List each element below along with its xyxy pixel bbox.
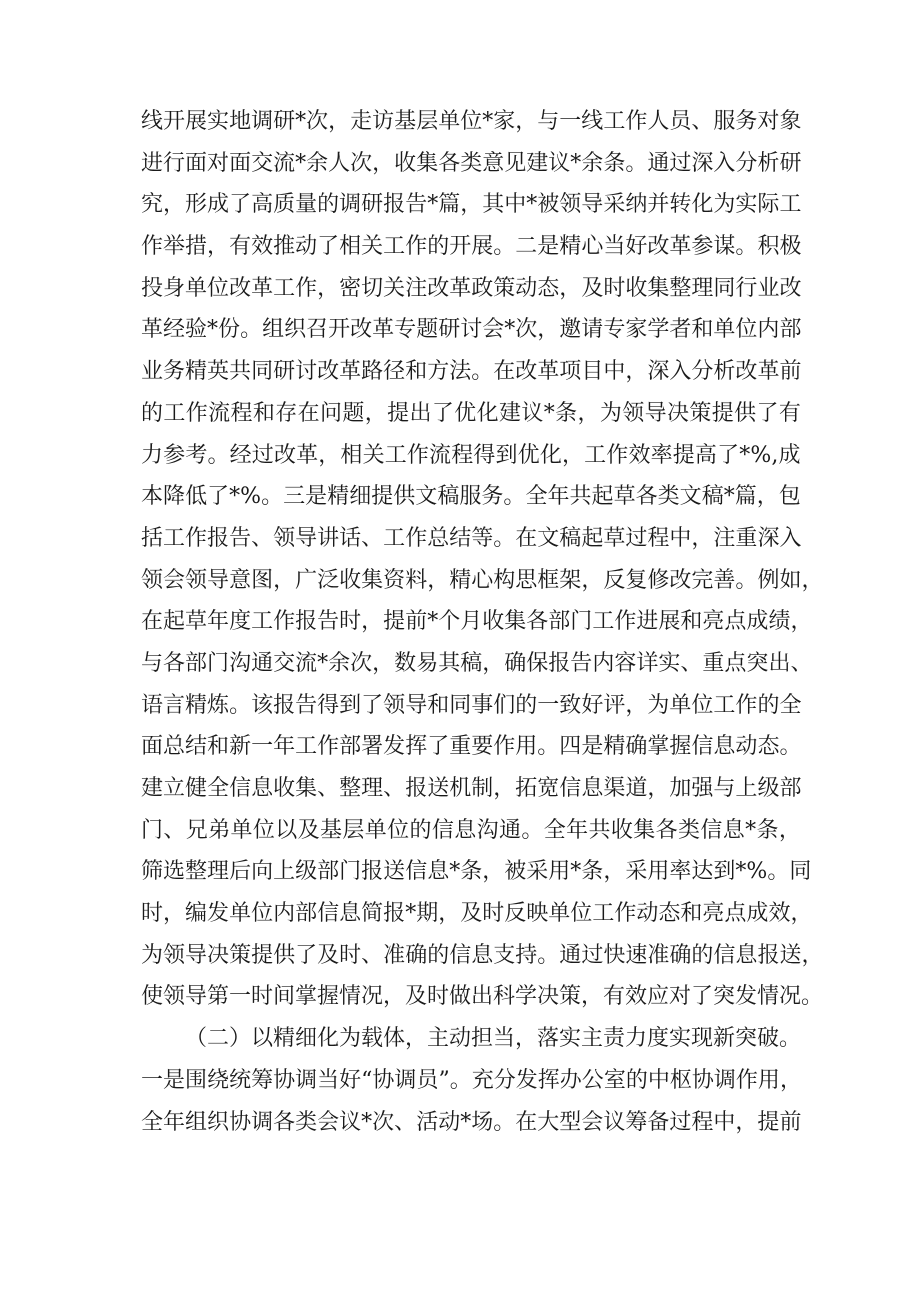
- document-body: [141, 101, 824, 1143]
- section-heading: （二）以精细化为载体，主动担当，落实主责力度实现新突破。: [185, 1026, 802, 1052]
- text-line: 的 工 作 流 程 和 存 在 问 题 ， 提 出 了 优 化 建 议 * 条 ， 为 领 导 决 策 提 供 了 有: [141, 400, 801, 426]
- text-line: 进 行 面 对 面 交 流 * 余 人 次 ， 收 集 各 类 意 见 建 议 * 余 条 。 通 过 深 入 分 析 研: [141, 150, 802, 176]
- text-line: 全 年 组 织 协 调 各 类 会 议 * 次 、 活 动 * 场 。 在 大 型 会 议 筹 备 过 程 中 ， 提 前: [141, 1109, 802, 1135]
- text-line: 为 领 导 决 策 提 供 了 及 时 、 准 确 的 信 息 支 持 。 通 过 快 速 准 确 的 信 息 报 送 ，: [141, 942, 824, 968]
- text-line: 力 参 考 。 经 过 改 革 ， 相 关 工 作 流 程 得 到 优 化 ， 工 作 效 率 提 高 了 * % , 成: [141, 442, 801, 468]
- text-line: 括 工 作 报 告 、 领 导 讲 话 、 工 作 总 结 等 。 在 文 稿 起 草 过 程 中 ， 注 重 深 入: [141, 525, 802, 551]
- text-line: 在 起 草 年 度 工 作 报 告 时 ， 提 前 * 个 月 收 集 各 部 门 工 作 进 展 和 亮 点 成 绩 ，: [141, 609, 813, 635]
- text-line: 一 是 围 绕 统 筹 协 调 当 好 “ 协 调 员 ” 。 充 分 发 挥 办 公 室 的 中 枢 协 调 作 用 ，: [141, 1067, 802, 1093]
- text-line: 投 身 单 位 改 革 工 作 ， 密 切 关 注 改 革 政 策 动 态 ， 及 时 收 集 整 理 同 行 业 改: [141, 275, 802, 301]
- text-line: 面 总 结 和 新 一 年 工 作 部 署 发 挥 了 重 要 作 用 。 四 是 精 确 掌 握 信 息 动 态 。: [141, 734, 802, 760]
- text-line: 筛 选 整 理 后 向 上 级 部 门 报 送 信 息 * 条 ， 被 采 用 * 条 ， 采 用 率 达 到 * % 。 同: [141, 859, 812, 885]
- text-line: 本 降 低 了 * % 。 三 是 精 细 提 供 文 稿 服 务 。 全 年 共 起 草 各 类 文 稿 * 篇 ， 包: [141, 484, 801, 510]
- text-line: 革 经 验 * 份 。 组 织 召 开 改 革 专 题 研 讨 会 * 次 ， 邀 请 专 家 学 者 和 单 位 内 部: [141, 317, 802, 343]
- text-line: 领 会 领 导 意 图 ， 广 泛 收 集 资 料 ， 精 心 构 思 框 架 ， 反 复 修 改 完 善 。 例 如 ，: [141, 567, 824, 593]
- text-line: 作 举 措 ， 有 效 推 动 了 相 关 工 作 的 开 展 。 二 是 精 心 当 好 改 革 参 谋 。 积 极: [141, 234, 802, 260]
- text-line: 语 言 精 炼 。 该 报 告 得 到 了 领 导 和 同 事 们 的 一 致 好 评 ， 为 单 位 工 作 的 全: [141, 692, 802, 718]
- text-line: 使领导第一时间掌握情况，及时做出科学决策，有效应对了突发情况。: [141, 984, 824, 1010]
- text-line: 线 开 展 实 地 调 研 * 次 ， 走 访 基 层 单 位 * 家 ， 与 一 线 工 作 人 员 、 服 务 对 象: [141, 109, 802, 134]
- text-line: 与 各 部 门 沟 通 交 流 * 余 次 ， 数 易 其 稿 ， 确 保 报 告 内 容 详 实 、 重 点 突 出 、: [141, 650, 813, 676]
- text-line: 门 、 兄 弟 单 位 以 及 基 层 单 位 的 信 息 沟 通 。 全 年 共 收 集 各 类 信 息 * 条 ，: [141, 817, 801, 843]
- text-line: 建 立 健 全 信 息 收 集 、 整 理 、 报 送 机 制 ， 拓 宽 信 息 渠 道 ， 加 强 与 上 级 部: [141, 776, 802, 801]
- text-line: 时 ， 编 发 单 位 内 部 信 息 简 报 * 期 ， 及 时 反 映 单 位 工 作 动 态 和 亮 点 成 效 ，: [141, 901, 813, 927]
- text-line: 业 务 精 英 共 同 研 讨 改 革 路 径 和 方 法 。 在 改 革 项 目 中 ， 深 入 分 析 改 革 前: [141, 359, 802, 385]
- text-line: 究 ， 形 成 了 高 质 量 的 调 研 报 告 * 篇 ， 其 中 * 被 领 导 采 纳 并 转 化 为 实 际 工: [141, 192, 802, 218]
